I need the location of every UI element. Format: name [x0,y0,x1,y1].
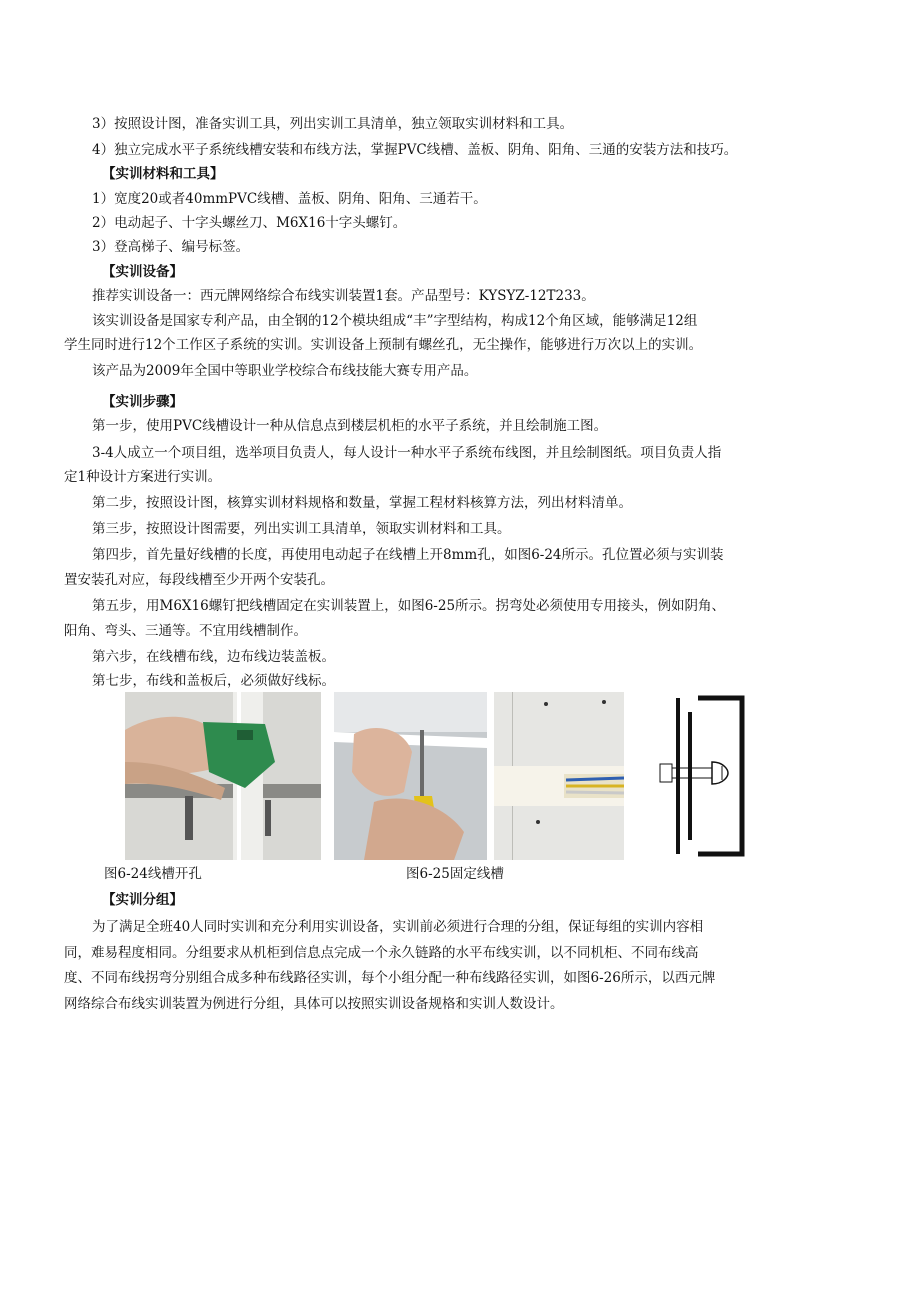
photo-fixing-trunking [334,692,487,860]
text-line: 同，难易程度相同。分组要求从机柜到信息点完成一个永久链路的水平布线实训，以不同机柜、不同布线高 [64,945,699,961]
text-line: 3）登高梯子、编号标签。 [92,239,250,255]
text-line: 第三步，按照设计图需要，列出实训工具清单，领取实训材料和工具。 [92,521,511,537]
section-heading: 【实训步骤】 [102,394,183,410]
section-heading: 【实训设备】 [102,264,183,280]
text-line: 阳角、弯头、三通等。不宜用线槽制作。 [64,623,307,639]
text-line: 第一步，使用PVC线槽设计一种从信息点到楼层机柜的水平子系统，并且绘制施工图。 [92,418,608,434]
text-line: 1）宽度20或者40mmPVC线槽、盖板、阴角、阳角、三通若干。 [92,191,487,207]
text-line: 3-4人成立一个项目组，选举项目负责人，每人设计一种水平子系统布线图，并且绘制图纸。项目负责人指 [92,445,722,461]
text-line: 度、不同布线拐弯分别组合成多种布线路径实训，每个小组分配一种布线路径实训，如图6-26所示，以西元牌 [64,970,716,986]
figure-caption: 图6-25固定线槽 [406,866,504,882]
text-line: 推荐实训设备一：西元牌网络综合布线实训装置1套。产品型号：KYSYZ-12T233。 [92,288,595,304]
text-line: 2）电动起子、十字头螺丝刀、M6X16十字头螺钉。 [92,215,407,231]
text-line: 第六步，在线槽布线，边布线边装盖板。 [92,649,335,665]
text-line: 该实训设备是国家专利产品，由全钢的12个模块组成“丰”字型结构，构成12个角区域，能够满足12组 [92,313,698,329]
screw-fixing-diagram [638,692,788,860]
section-heading: 【实训材料和工具】 [102,166,224,182]
figure-caption: 图6-24线槽开孔 [104,866,202,882]
text-line: 第五步，用M6X16螺钉把线槽固定在实训装置上，如图6-25所示。拐弯处必须使用专用接头，例如阴角、 [92,598,726,614]
photo-trunking-cables [494,692,624,860]
text-line: 为了满足全班40人同时实训和充分利用实训设备，实训前必须进行合理的分组，保证每组的实训内容相 [92,919,704,935]
section-heading: 【实训分组】 [102,892,183,908]
text-line: 该产品为2009年全国中等职业学校综合布线技能大赛专用产品。 [92,363,478,379]
text-line: 第二步，按照设计图，核算实训材料规格和数量，掌握工程材料核算方法，列出材料清单。 [92,495,632,511]
text-line: 网络综合布线实训装置为例进行分组，具体可以按照实训设备规格和实训人数设计。 [64,996,564,1012]
photo-drilling-trunking [125,692,321,860]
text-line: 定1种设计方案进行实训。 [64,469,222,485]
text-line: 学生同时进行12个工作区子系统的实训。实训设备上预制有螺丝孔，无尘操作，能够进行万次以上的实训。 [64,337,703,353]
text-line: 第七步，布线和盖板后，必须做好线标。 [92,673,335,689]
text-line: 4）独立完成水平子系统线槽安装和布线方法，掌握PVC线槽、盖板、阴角、阳角、三通的安装方法和技巧。 [92,142,738,158]
text-line: 3）按照设计图，准备实训工具，列出实训工具清单，独立领取实训材料和工具。 [92,116,574,132]
text-line: 第四步，首先量好线槽的长度，再使用电动起子在线槽上开8mm孔，如图6-24所示。孔位置必须与实训装 [92,547,724,563]
text-line: 置安装孔对应，每段线槽至少开两个安装孔。 [64,572,334,588]
